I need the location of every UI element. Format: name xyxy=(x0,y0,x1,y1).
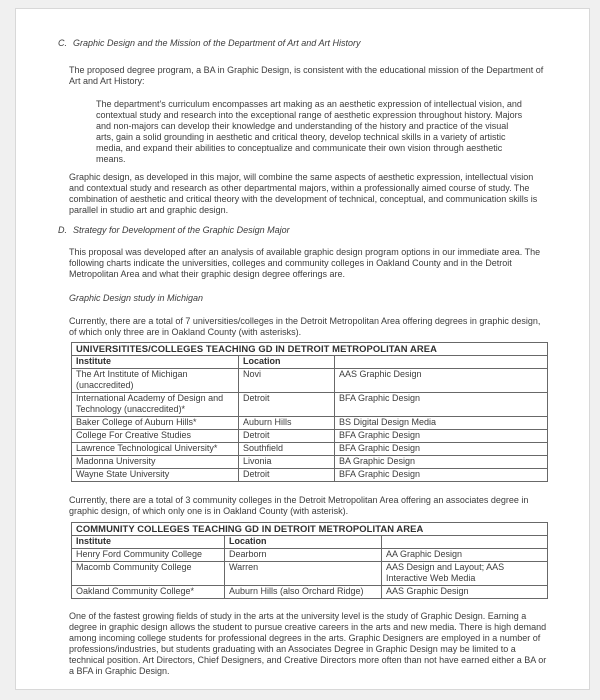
universities-table xyxy=(71,342,548,482)
table-row xyxy=(72,469,548,482)
cell-location: Detroit xyxy=(239,469,335,482)
blockquote-department-curriculum: The department's curriculum encompasses art making as an aesthetic expression of intellectual vision, and contextual study and research into the exceptional range of aesthetic expression throughout history. Majors and non-majors can develop their knowledge and understanding of the history and practice of the visual arts, gain a solid grounding in aesthetic and critical theory, develop technical skills in a variety of artistic media, and expand their abilities to conceptualize and communicate their own vision through aesthetic means. xyxy=(96,99,523,164)
section-c-title: Graphic Design and the Mission of the Department of Art and Art History xyxy=(73,38,361,48)
column-header-degree xyxy=(335,356,548,369)
table-row xyxy=(72,369,548,393)
cell-degree: AAS Graphic Design xyxy=(335,369,548,393)
cell-institute: Oakland Community College* xyxy=(72,586,225,599)
column-header-institute: Institute xyxy=(72,356,239,369)
cell-location: Livonia xyxy=(239,456,335,469)
cell-location: Southfield xyxy=(239,443,335,456)
cell-institute: Henry Ford Community College xyxy=(72,549,225,562)
table-header-row xyxy=(72,536,548,549)
community-colleges-table xyxy=(71,522,548,599)
section-c-label: C. xyxy=(58,38,67,48)
cell-degree: BS Digital Design Media xyxy=(335,417,548,430)
table-row xyxy=(72,549,548,562)
paragraph-graphic-design-combine: Graphic design, as developed in this major, will combine the same aspects of aesthetic expression, intellectual vision and contextual study and research as other departmental majors, within a professionally aimed course of study. The combination of aesthetic and critical theory with the development of technical, conceptual, and communication skills is parallel in studio art and graphic design. xyxy=(69,172,538,215)
cell-location: Auburn Hills (also Orchard Ridge) xyxy=(225,586,382,599)
column-header-location: Location xyxy=(239,356,335,369)
universities-table-title: UNIVERSITITES/COLLEGES TEACHING GD IN DETROIT METROPOLITAN AREA xyxy=(72,343,548,356)
cell-degree: BA Graphic Design xyxy=(335,456,548,469)
cell-location: Detroit xyxy=(239,393,335,417)
table-title-row xyxy=(72,343,548,356)
cell-degree: BFA Graphic Design xyxy=(335,469,548,482)
section-d-label: D. xyxy=(58,225,67,235)
cell-degree: AA Graphic Design xyxy=(382,549,548,562)
cell-degree: AAS Design and Layout; AAS Interactive Web Media xyxy=(382,562,548,586)
table-row xyxy=(72,456,548,469)
cell-institute: Macomb Community College xyxy=(72,562,225,586)
table-row xyxy=(72,562,548,586)
subheading-graphic-design-michigan: Graphic Design study in Michigan xyxy=(69,293,204,303)
table-row xyxy=(72,417,548,430)
paragraph-universities-intro: Currently, there are a total of 7 universities/colleges in the Detroit Metropolitan Area offering degrees in graphic design, of which only three are in Oakland County (with asterisks). xyxy=(69,316,541,337)
paragraph-proposal-analysis: This proposal was developed after an analysis of available graphic design program options in our immediate area. The following charts indicate the universities, colleges and community colleges in Oakland County and in the Detroit Metropolitan Area and what their graphic design degree offerings are. xyxy=(69,247,541,279)
column-header-institute: Institute xyxy=(72,536,225,549)
paragraph-closing: One of the fastest growing fields of study in the arts at the university level is the study of Graphic Design. Earning a degree in graphic design allows the student to pursue creative careers in the arts and new media. There is high demand among incoming college students for professional degrees in the arts. Graphic Designers are employed in a number of professions/industries, but students graduating with an Associates Degree in Graphic Design may be limited to a technical position. Art Directors, Chief Designers, and Creative Directors more often than not have earned either a BA or a BFA in Graphic Design. xyxy=(69,611,547,676)
cell-institute: College For Creative Studies xyxy=(72,430,239,443)
cell-institute: International Academy of Design and Technology (unaccredited)* xyxy=(72,393,239,417)
table-row xyxy=(72,443,548,456)
cell-degree: BFA Graphic Design xyxy=(335,430,548,443)
cell-location: Detroit xyxy=(239,430,335,443)
cell-institute: Wayne State University xyxy=(72,469,239,482)
cell-degree: BFA Graphic Design xyxy=(335,393,548,417)
cell-institute: The Art Institute of Michigan (unaccredited) xyxy=(72,369,239,393)
cell-degree: BFA Graphic Design xyxy=(335,443,548,456)
community-table-title: COMMUNITY COLLEGES TEACHING GD IN DETROIT METROPOLITAN AREA xyxy=(72,523,548,536)
table-title-row xyxy=(72,523,548,536)
table-row xyxy=(72,586,548,599)
column-header-location: Location xyxy=(225,536,382,549)
table-header-row xyxy=(72,356,548,369)
table-row xyxy=(72,430,548,443)
section-c-heading xyxy=(58,38,589,49)
cell-location: Novi xyxy=(239,369,335,393)
column-header-degree xyxy=(382,536,548,549)
paragraph-community-intro: Currently, there are a total of 3 community colleges in the Detroit Metropolitan Area offering an associates degree in graphic design, of which only one is in Oakland County (with asterisk). xyxy=(69,495,529,516)
cell-institute: Lawrence Technological University* xyxy=(72,443,239,456)
cell-degree: AAS Graphic Design xyxy=(382,586,548,599)
section-d-heading xyxy=(58,225,589,236)
table-row xyxy=(72,393,548,417)
cell-location: Dearborn xyxy=(225,549,382,562)
cell-institute: Madonna University xyxy=(72,456,239,469)
paragraph-proposed-degree: The proposed degree program, a BA in Graphic Design, is consistent with the educational mission of the Department of Art and Art History: xyxy=(69,65,544,86)
cell-location: Warren xyxy=(225,562,382,586)
cell-location: Auburn Hills xyxy=(239,417,335,430)
document-page xyxy=(15,8,590,690)
section-d-title: Strategy for Development of the Graphic Design Major xyxy=(73,225,290,235)
cell-institute: Baker College of Auburn Hills* xyxy=(72,417,239,430)
